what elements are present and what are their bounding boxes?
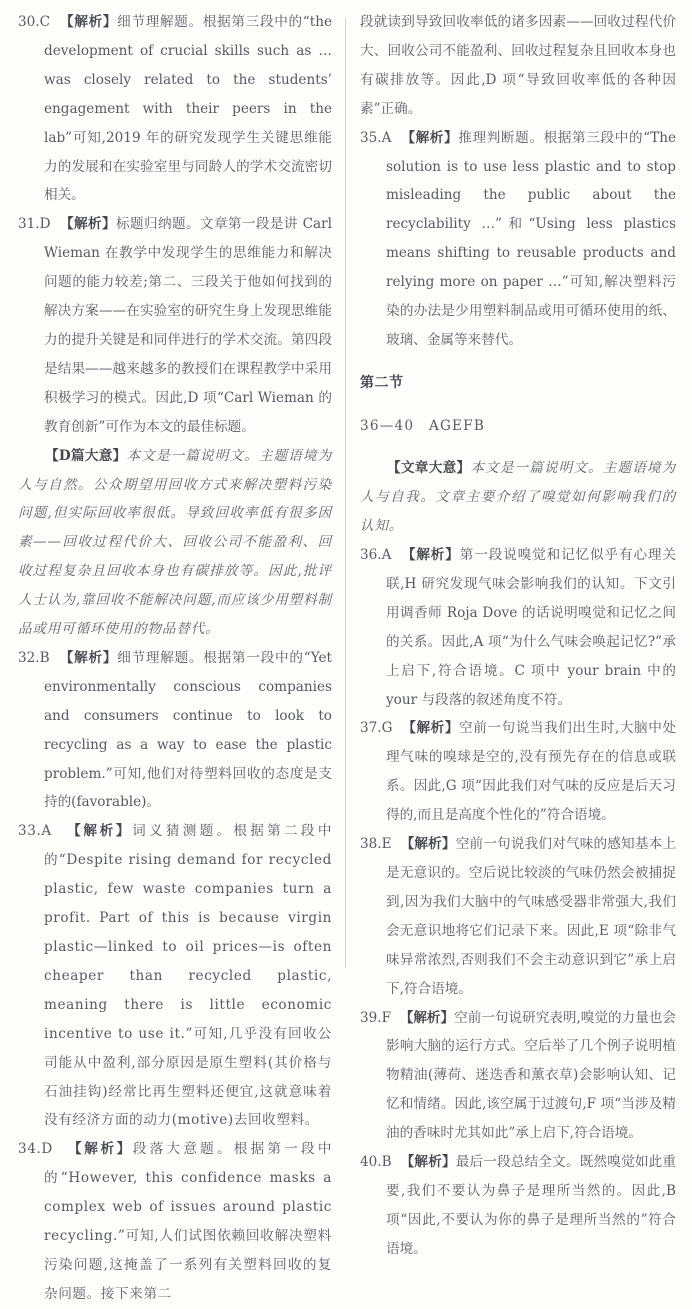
passage-summary-article-tag: 【文章大意】 — [387, 460, 471, 477]
answer-entry-38 — [360, 830, 676, 1003]
answer-entry-37-text: 空前一句说当我们出生时,大脑中处理气味的嗅球是空的,没有预先存在的信息或联系。因此,G 项“因此我们对气味的反应是后天习得的,而且是高度个性化的”符合语境。 — [386, 720, 676, 824]
answer-entry-32-text: 细节理解题。根据第一段中的“Yet environmentally conscious companies and consumers continue to look to recycling as a way to ease the plastic problem.”可知,他们对待塑料回收的态度是支持的(favorable)。 — [44, 649, 332, 811]
answer-entry-32-tag: 【解析】 — [59, 649, 118, 666]
answer-entry-35-number: 35. — [360, 129, 382, 146]
answer-entry-30-answer: C — [39, 14, 51, 30]
answer-entry-34 — [18, 1135, 332, 1308]
answer-entry-34-number: 34. — [18, 1141, 42, 1158]
answer-entry-37-answer: G — [381, 720, 393, 737]
passage-summary-article-text: 本文是一篇说明文。主题语境为人与自我。文章主要介绍了嗅觉如何影响我们的认知。 — [360, 460, 677, 535]
right-column — [346, 8, 692, 1257]
answer-entry-32-number: 32. — [18, 649, 40, 666]
answer-entry-31-tag: 【解析】 — [59, 216, 116, 233]
answer-entry-38-number: 38. — [360, 836, 382, 853]
answer-entry-30-tag: 【解析】 — [60, 14, 118, 30]
passage-summary-d-tag: 【D篇大意】 — [45, 447, 127, 464]
answer-entry-31-answer: D — [39, 216, 51, 233]
answer-entry-30 — [18, 8, 332, 210]
two-column-layout — [0, 8, 692, 1302]
passage-summary-d-text: 本文是一篇说明文。主题语境为人与自然。公众期望用回收方式来解决塑料污染问题,但实际回收率很低。导致回收率低有很多因素——回收过程代价大、回收公司不能盈利、回收过程复杂且回收本身也有碳排放等。因此,批评人士认为,靠回收不能解决问题,而应该少用塑料制品或用可循环使用的物品替代。 — [18, 447, 333, 638]
answer-entry-31-number: 31. — [18, 216, 40, 233]
answer-entry-33 — [18, 817, 332, 1135]
answer-entry-39 — [360, 1004, 676, 1149]
answer-entry-32 — [18, 644, 332, 817]
answer-entry-31 — [18, 210, 332, 441]
answer-entry-33-answer: A — [41, 823, 52, 840]
answer-entry-39-answer: F — [381, 1009, 392, 1026]
answer-entry-37-number: 37. — [360, 720, 382, 737]
answer-entry-34-tag: 【解析】 — [68, 1141, 133, 1158]
answer-entry-40-text: 最后一段总结全文。既然嗅觉如此重要,我们不要认为鼻子是理所当然的。因此,B 项“因此,不要认为你的鼻子是理所当然的”符合语境。 — [386, 1154, 676, 1257]
answer-entry-39-tag: 【解析】 — [399, 1009, 455, 1026]
answer-entry-36 — [360, 541, 676, 714]
answer-entry-34-continuation: 段就读到导致回收率低的诸多因素——回收过程代价大、回收公司不能盈利、回收过程复杂且回收本身也有碳排放等。因此,D 项“导致回收率低的各种因素”正确。 — [360, 14, 676, 117]
answer-entry-34-answer: D — [41, 1141, 53, 1158]
answer-entry-37-tag: 【解析】 — [402, 720, 460, 737]
section-heading-part-two: 第二节 — [360, 374, 404, 391]
answer-entry-39-text: 空前一句说研究表明,嗅觉的力量也会影响大脑的运行方式。空后举了几个例子说明植物精油(薄荷、迷迭香和薰衣草)会影响认知、记忆和情绪。因此,该空属于过渡句,F 项“当涉及精油的香味时尤其如此”承上启下,符合语境。 — [386, 1009, 676, 1142]
answer-entry-35-text: 推理判断题。根据第三段中的“The solution is to use less plastic and to stop misleading the public about the recyclability …”和“Using less plastics means shifting to reusable products and relying more on paper …”可知,解决塑料污染的办法是少用塑料制品或用可循环使用的纸、玻璃、金属等来替代。 — [386, 129, 676, 348]
answer-entry-40-answer: B — [381, 1154, 392, 1171]
answer-entry-35-tag: 【解析】 — [401, 129, 459, 146]
answer-entry-36-tag: 【解析】 — [401, 547, 460, 563]
answer-entry-40 — [360, 1148, 676, 1264]
answer-entry-31-text: 标题归纳题。文章第一段是讲 Carl Wieman 在教学中发现学生的思维能力和解决问题的能力较差;第二、三段关于他如何找到的解决方案——在实验室的研究生身上发现思维能力的提升关键是和同伴进行的学术交流。第四段是结果——越来越多的教授们在课程教学中采用积极学习的模式。因此,D 项“Carl Wieman 的教育创新”可作为本文的最佳标题。 — [44, 216, 332, 435]
answer-entry-30-number: 30. — [18, 14, 40, 30]
passage-summary-d — [18, 442, 332, 644]
answer-entry-30-text: 细节理解题。根据第三段中的“the development of crucial skills such as … was closely related to the students’ engagement with their peers in the lab”可知,2019 年的研究发现学生关键思维能力的发展和在实验室里与同龄人的学术交流密切相关。 — [44, 14, 332, 204]
answer-entry-39-number: 39. — [360, 1009, 382, 1026]
answer-entry-40-number: 40. — [360, 1154, 382, 1171]
answer-entry-33-number: 33. — [18, 823, 42, 840]
left-column — [0, 8, 346, 1302]
answer-entry-32-answer: B — [39, 649, 50, 666]
answer-entry-38-tag: 【解析】 — [400, 836, 456, 853]
passage-summary-article — [360, 454, 676, 541]
answer-entry-33-tag: 【解析】 — [67, 823, 133, 840]
answer-line-36-40: 36—40 AGEFB — [360, 417, 486, 434]
answer-entry-33-text: 词义猜测题。根据第二段中的“Despite rising demand for recycled plastic, few waste companies turn a profit. Part of this is because virgin plastic—linked to oil prices—is often cheaper than recycled plastic, meaning there is little economic incentive to use it.”可知,几乎没有回收公司能从中盈利,部分原因是原生塑料(其价格与石油挂钩)经常比再生塑料还便宜,这就意味着没有经济方面的动力(motive)去回收塑料。 — [44, 823, 333, 1129]
answer-entry-34-text: 段落大意题。根据第一段中的“However, this confidence masks a complex web of issues around plastic recycling.”可知,人们试图依赖回收解决塑料污染问题,这掩盖了一系列有关塑料回收的复杂问题。接下来第二 — [44, 1141, 333, 1302]
answer-entry-36-number: 36. — [360, 547, 382, 563]
answer-entry-36-answer: A — [381, 547, 392, 563]
answer-entry-38-text: 空前一句说我们对气味的感知基本上是无意识的。空后说比较淡的气味仍然会被捕捉到,因为我们大脑中的气味感受器非常强大,我们会无意识地将它们记录下来。因此,E 项“除非气味异常浓烈,否则我们不会主动意识到它”承上启下,符合语境。 — [386, 836, 676, 997]
answer-entry-38-answer: E — [381, 836, 392, 853]
answer-entry-35 — [360, 124, 676, 355]
answer-entry-37 — [360, 714, 676, 830]
answer-entry-36-text: 第一段说嗅觉和记忆似乎有心理关联,H 研究发现气味会影响我们的认知。下文引用调香师 Roja Dove 的话说明嗅觉和记忆之间的关系。因此,A 项“为什么气味会唤起记忆?”承上启下,符合语境。C 项中 your brain 中的 your 与段落的叙述角度不符。 — [386, 547, 676, 708]
answer-entry-40-tag: 【解析】 — [400, 1154, 456, 1171]
answer-entry-35-answer: A — [381, 129, 392, 146]
